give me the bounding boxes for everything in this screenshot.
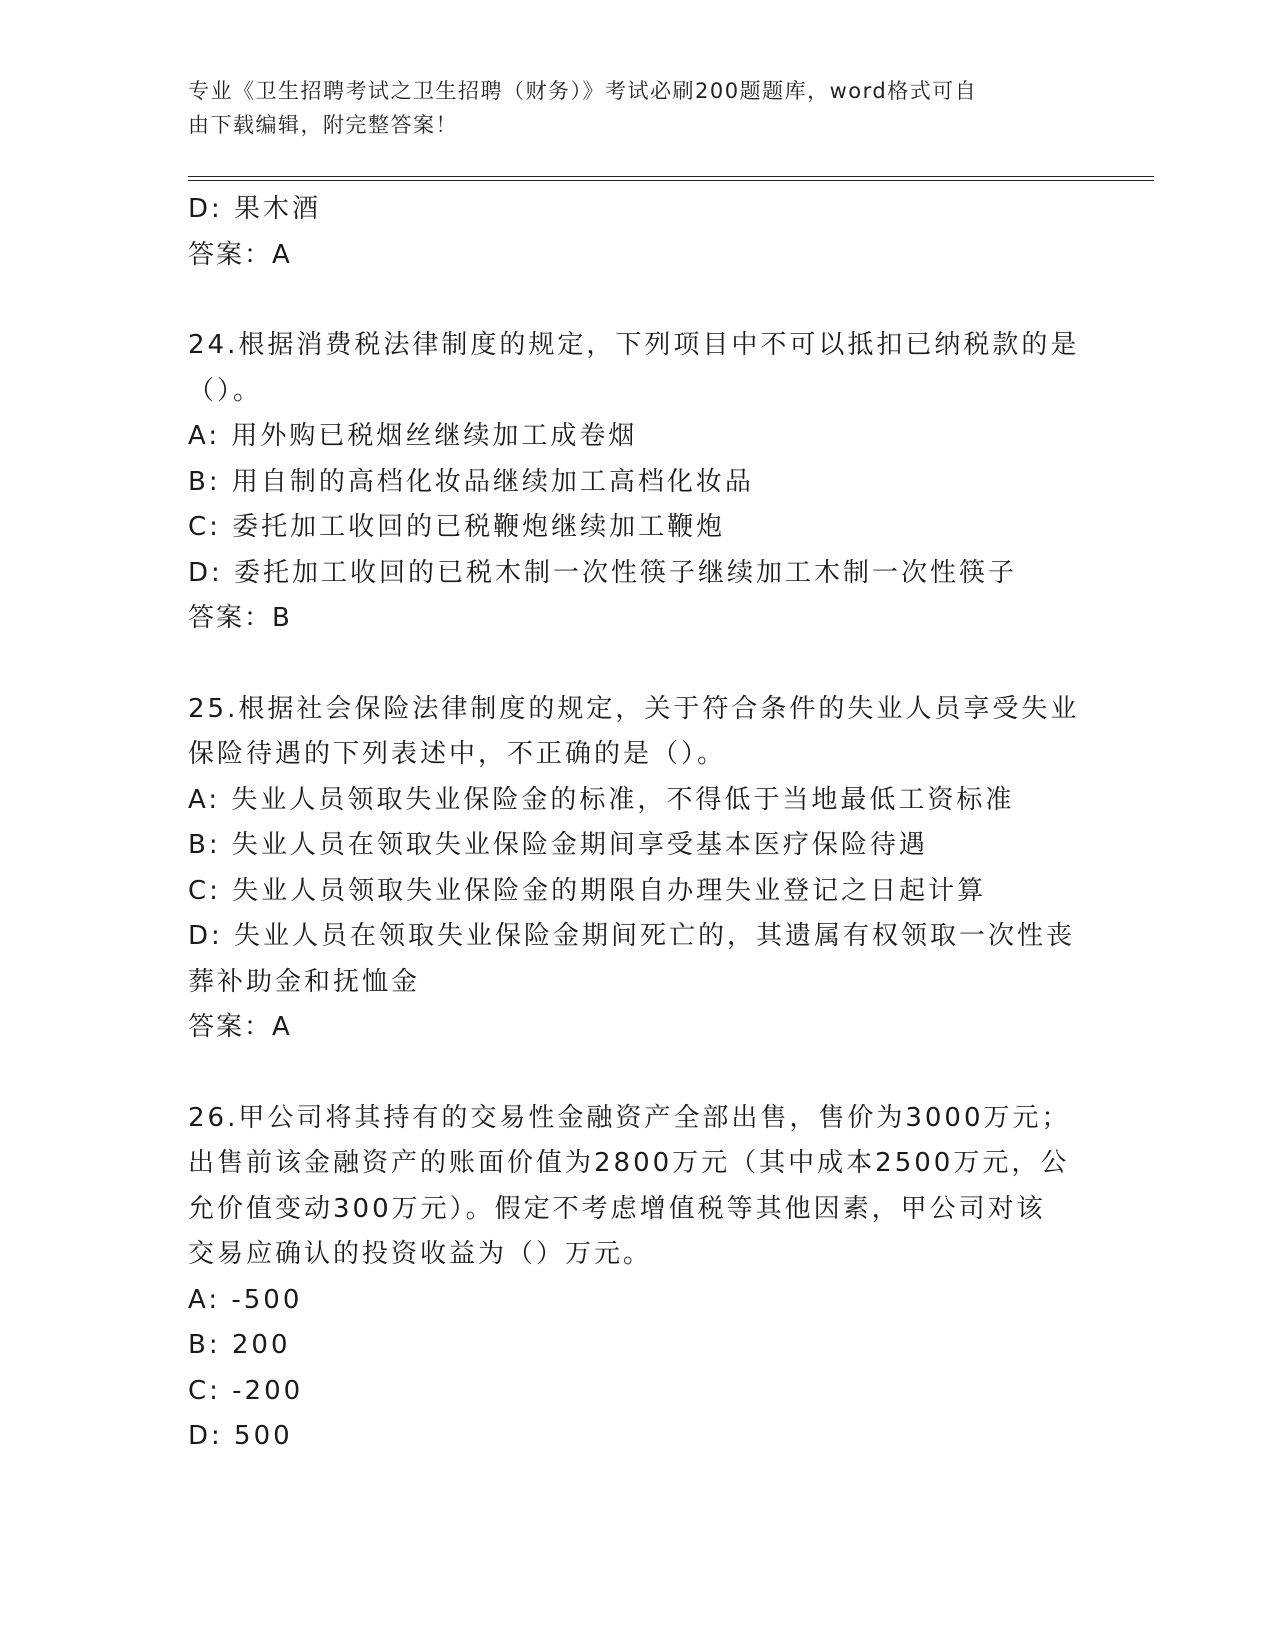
- header-divider: [188, 176, 1154, 181]
- question-stem-line: 24.根据消费税法律制度的规定，下列项目中不可以抵扣已纳税款的是: [188, 330, 1080, 360]
- option-b: B: 用自制的高档化妆品继续加工高档化妆品: [188, 466, 754, 497]
- question-24: [188, 323, 1088, 642]
- document-header: [188, 74, 1088, 142]
- option-a: A: 失业人员领取失业保险金的标准，不得低于当地最低工资标准: [188, 784, 1015, 815]
- option-a: A: 用外购已税烟丝继续加工成卷烟: [188, 421, 638, 451]
- spacer: [188, 278, 1088, 323]
- question-23-tail: [188, 187, 1088, 278]
- question-stem-line: （）。: [188, 375, 263, 406]
- question-stem-line: 允价值变动300万元）。假定不考虑增值税等其他因素，甲公司对该: [188, 1193, 1046, 1224]
- option-a: A: -500: [188, 1284, 303, 1315]
- option-d-continuation: 葬补助金和抚恤金: [188, 966, 421, 997]
- option-c: C: -200: [188, 1375, 304, 1406]
- answer: 答案：A: [188, 1012, 292, 1042]
- option-b: B: 失业人员在领取失业保险金期间享受基本医疗保险待遇: [188, 830, 928, 860]
- question-stem-line: 26.甲公司将其持有的交易性金融资产全部出售，售价为3000万元；: [188, 1102, 1071, 1133]
- option-d: D: 果木酒: [188, 194, 322, 224]
- option-b: B: 200: [188, 1330, 291, 1360]
- answer: 答案：B: [188, 603, 292, 633]
- option-c: C: 委托加工收回的已税鞭炮继续加工鞭炮: [188, 512, 726, 542]
- header-line-2: 由下载编辑，附完整答案！: [188, 113, 458, 137]
- answer: 答案：A: [188, 239, 292, 270]
- question-25: [188, 687, 1088, 1051]
- spacer: [188, 642, 1088, 687]
- question-stem-line: 25.根据社会保险法律制度的规定，关于符合条件的失业人员享受失业: [188, 693, 1080, 724]
- document-body: [188, 187, 1088, 1460]
- question-stem-line: 出售前该金融资产的账面价值为2800万元（其中成本2500万元，公: [188, 1148, 1070, 1178]
- header-line-1: 专业《卫生招聘考试之卫生招聘（财务）》考试必刷200题题库，word格式可自: [188, 79, 978, 103]
- question-stem-line: 交易应确认的投资收益为（）万元。: [188, 1239, 653, 1269]
- spacer: [188, 1051, 1088, 1096]
- option-d: D: 委托加工收回的已税木制一次性筷子继续加工木制一次性筷子: [188, 557, 1018, 588]
- option-d: D: 失业人员在领取失业保险金期间死亡的，其遗属有权领取一次性丧: [188, 921, 1076, 951]
- option-d: D: 500: [188, 1421, 293, 1451]
- option-c: C: 失业人员领取失业保险金的期限自办理失业登记之日起计算: [188, 875, 987, 906]
- question-26: [188, 1096, 1088, 1460]
- question-stem-line: 保险待遇的下列表述中，不正确的是（）。: [188, 739, 727, 769]
